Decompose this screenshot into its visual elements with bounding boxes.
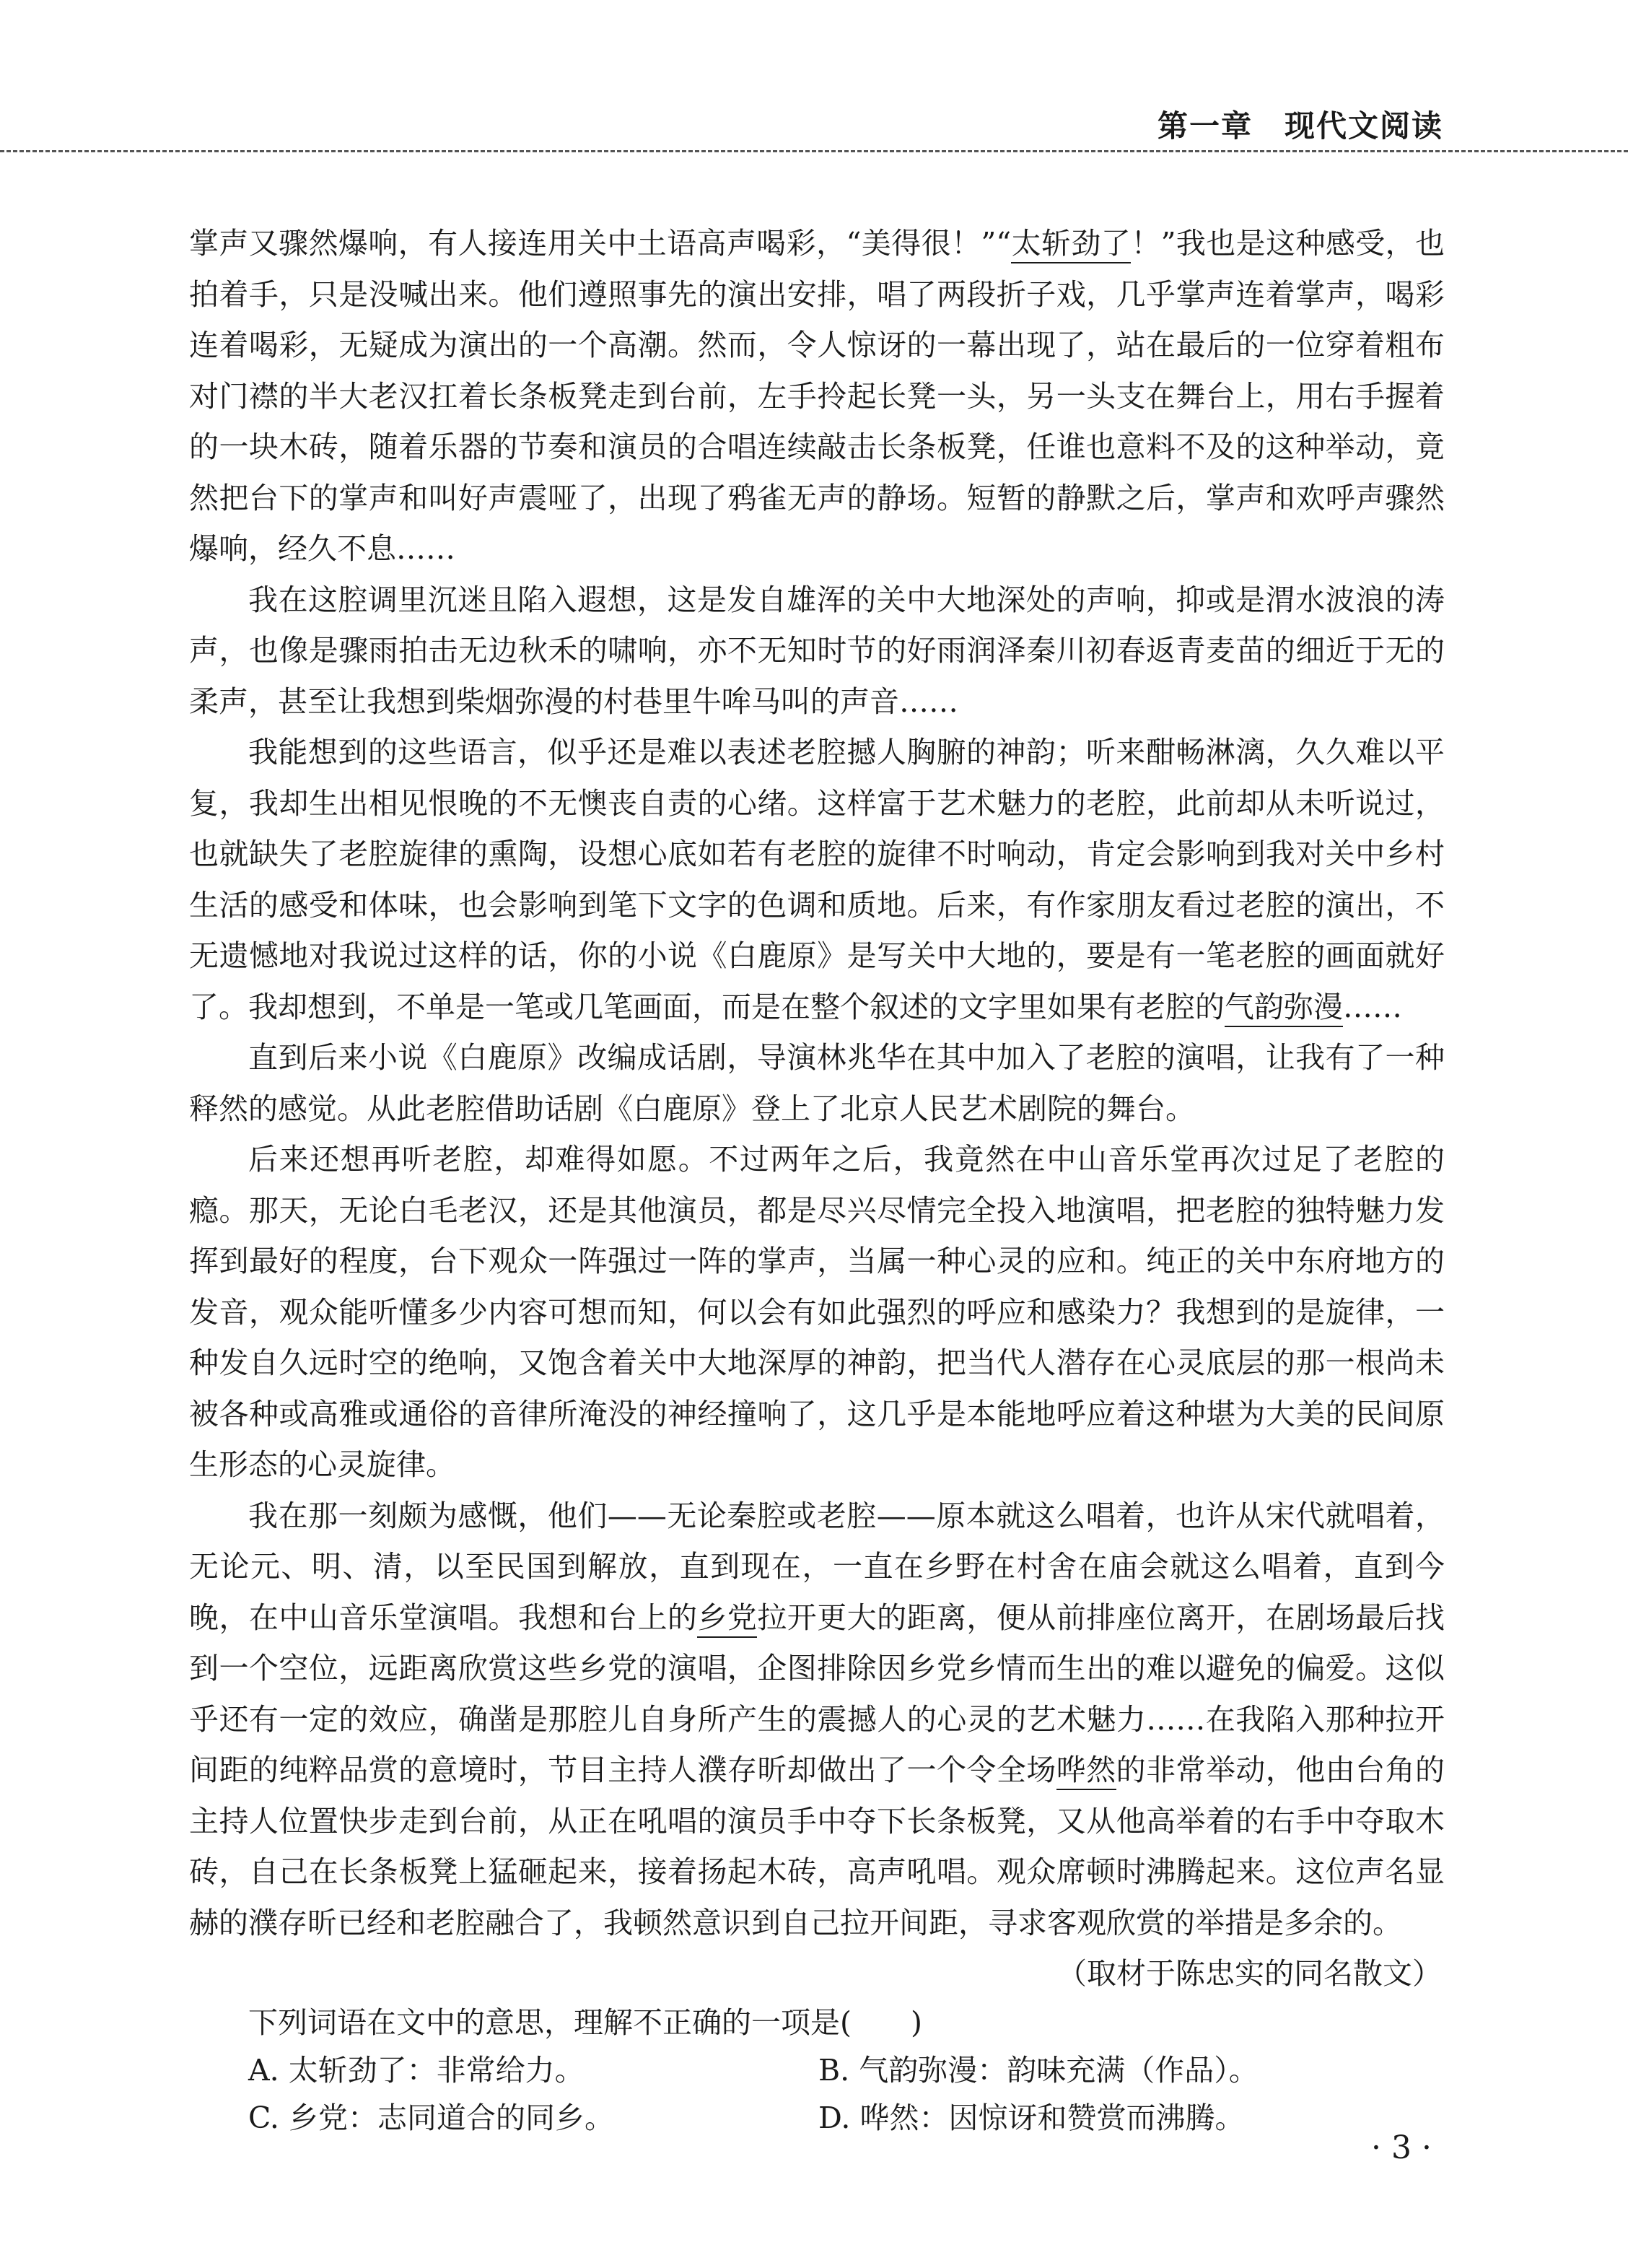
chapter-title: 第一章 现代文阅读 [1157, 108, 1443, 144]
paragraph-4: 直到后来小说《白鹿原》改编成话剧，导演林兆华在其中加入了老腔的演唱，让我有了一种释然的感觉。从此老腔借助话剧《白鹿原》登上了北京人民艺术剧院的舞台。 [189, 1040, 1445, 1126]
underlined-term-xiangdang: 乡党 [697, 1600, 757, 1638]
paragraph-1: 掌声又骤然爆响，有人接连用关中土语高声喝彩，“美得很！”“太斩劲了！”我也是这种感受，也拍着手，只是没喊出来。他们遵照事先的演出安排，唱了两段折子戏，几乎掌声连着掌声，喝彩连着喝彩，无疑成为演出的一个高潮。然而，令人惊讶的一幕出现了，站在最后的一位穿着粗布对门襟的半大老汉扛着长条板凳走到台前，左手拎起长凳一头，另一头支在舞台上，用右手握着的一块木砖，随着乐器的节奏和演员的合唱连续敲击长条板凳，任谁也意料不及的这种举动，竟然把台下的掌声和叫好声震哑了，出现了鸦雀无声的静场。短暂的静默之后，掌声和欢呼声骤然爆响，经久不息…… [189, 226, 1445, 566]
underlined-term-qiyunmiman: 气韵弥漫 [1225, 990, 1343, 1027]
option-d[interactable]: D. 哗然：因惊讶和赞赏而沸腾。 [818, 2101, 1245, 2135]
page-number: · 3 · [1371, 2129, 1432, 2166]
page-header [0, 0, 1628, 155]
paragraph-5: 后来还想再听老腔，却难得如愿。不过两年之后，我竟然在中山音乐堂再次过足了老腔的瘾。那天，无论白毛老汉，还是其他演员，都是尽兴尽情完全投入地演唱，把老腔的独特魅力发挥到最好的程度，台下观众一阵强过一阵的掌声，当属一种心灵的应和。纯正的关中东府地方的发音，观众能听懂多少内容可想而知，何以会有如此强烈的呼应和感染力？我想到的是旋律，一种发自久远时空的绝响，又饱含着关中大地深厚的神韵，把当代人潜存在心灵底层的那一根尚未被各种或高雅或通俗的音律所淹没的神经撞响了，这几乎是本能地呼应着这种堪为大美的民间原生形态的心灵旋律。 [189, 1142, 1445, 1482]
source-attribution: （取材于陈忠实的同名散文） [1057, 1956, 1442, 1991]
header-dashed-rule [0, 150, 1628, 152]
option-a[interactable]: A. 太斩劲了：非常给力。 [248, 2053, 585, 2088]
question-stem: 下列词语在文中的意思，理解不正确的一项是( ) [248, 2005, 922, 2040]
underlined-term-taizhanjin: 太斩劲了 [1011, 226, 1131, 263]
underlined-term-huaran: 哗然 [1056, 1753, 1116, 1790]
question-block [189, 1999, 1445, 2142]
option-b[interactable]: B. 气韵弥漫：韵味充满（作品）。 [818, 2053, 1259, 2088]
paragraph-3: 我能想到的这些语言，似乎还是难以表述老腔撼人胸腑的神韵；听来酣畅淋漓，久久难以平复，我却生出相见恨晚的不无懊丧自责的心绪。这样富于艺术魅力的老腔，此前却从未听说过，也就缺失了老腔旋律的熏陶，设想心底如若有老腔的旋律不时响动，肯定会影响到我对关中乡村生活的感受和体味，也会影响到笔下文字的色调和质地。后来，有作家朋友看过老腔的演出，不无遗憾地对我说过这样的话，你的小说《白鹿原》是写关中大地的，要是有一笔老腔的画面就好了。我却想到，不单是一笔或几笔画面，而是在整个叙述的文字里如果有老腔的气韵弥漫…… [189, 727, 1445, 1032]
paragraph-2: 我在这腔调里沉迷且陷入遐想，这是发自雄浑的关中大地深处的声响，抑或是渭水波浪的涛声，也像是骤雨拍击无边秋禾的啸响，亦不无知时节的好雨润泽秦川初春返青麦苗的细近于无的柔声，甚至让我想到柴烟弥漫的村巷里牛哞马叫的声音…… [189, 582, 1445, 719]
passage-content [189, 218, 1445, 2142]
answer-options [189, 2046, 1445, 2142]
option-c[interactable]: C. 乡党：志同道合的同乡。 [248, 2101, 614, 2135]
paragraph-6: 我在那一刻颇为感慨，他们——无论秦腔或老腔——原本就这么唱着，也许从宋代就唱着，无论元、明、清，以至民国到解放，直到现在，一直在乡野在村舍在庙会就这么唱着，直到今晚，在中山音乐堂演唱。我想和台上的乡党拉开更大的距离，便从前排座位离开，在剧场最后找到一个空位，远距离欣赏这些乡党的演唱，企图排除因乡党乡情而生出的难以避免的偏爱。这似乎还有一定的效应，确凿是那腔儿自身所产生的震撼人的心灵的艺术魅力……在我陷入那种拉开间距的纯粹品赏的意境时，节目主持人濮存昕却做出了一个令全场哗然的非常举动，他由台角的主持人位置快步走到台前，从正在吼唱的演员手中夺下长条板凳，又从他高举着的右手中夺取木砖，自己在长条板凳上猛砸起来，接着扬起木砖，高声吼唱。观众席顿时沸腾起来。这位声名显赫的濮存昕已经和老腔融合了，我顿然意识到自己拉开间距，寻求客观欣赏的举措是多余的。 [189, 1498, 1445, 1940]
